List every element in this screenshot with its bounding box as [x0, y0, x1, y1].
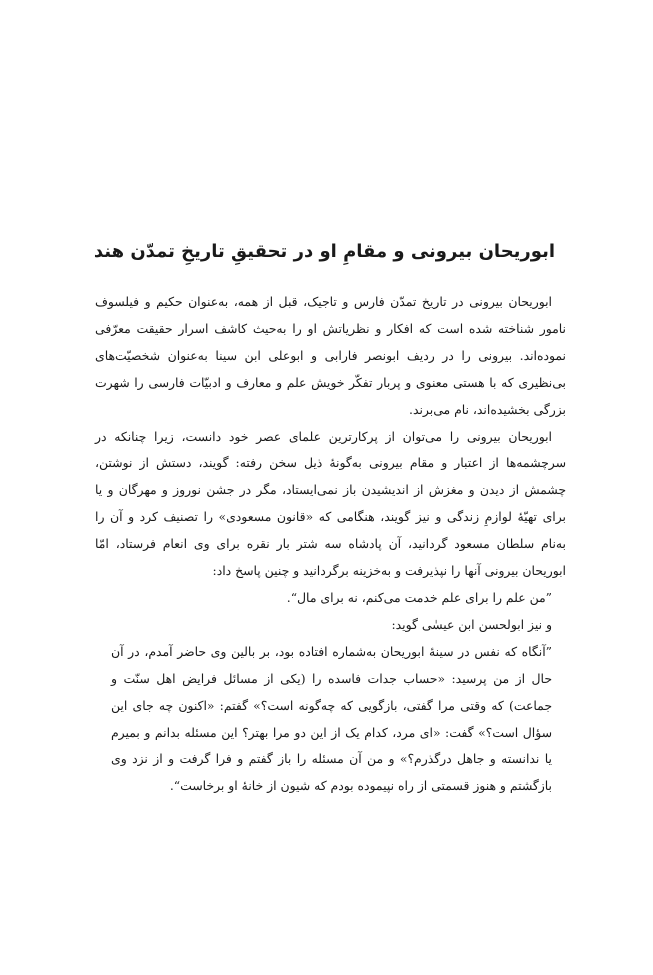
- chapter-body: [95, 289, 566, 800]
- paragraph-transition: و نیز ابولحسن ابن عیسٰی گوید:: [391, 616, 552, 632]
- quote-abolhasan: ”آنگاه که نفس در سینهٔ ابوریحان به‌شماره افتاده بود، بر بالین وی حاضر آمدم، در آن حال از من پرسید: «حساب جدات فاسده را (یکی از مسائل فرایض اهل سنّت و جماعت) که وقتی مرا گفتی، بازگویی که چه‌گونه است؟» گفتم: «اکنون چه جای این سؤال است؟» گفت: «ای مرد، کدام یک از این دو مرا بهتر؟ این مسئله بدانم و بمیرم یا ندانسته و جاهل درگذرم؟» و من آن مسئله را باز گفتم و فرا گرفت و از نزد وی بازگشتم و هنوز قسمتی از راه نپیموده بودم که شیون از خانهٔ او برخاست“.: [111, 643, 552, 794]
- quote-biruni: ”من علم را برای علم خدمت می‌کنم، نه برای مال“.: [286, 589, 552, 605]
- paragraph-productivity: ابوریحان بیرونی را می‌توان از پرکارترین علمای عصر خود دانست، زیرا چنانکه در سرچشمه‌ها از اعتبار و مقام بیرونی به‌گونهٔ ذیل سخن رفته: گویند، دستش از نوشتن، چشمش از دیدن و مغزش از اندیشیدن باز نمی‌ایستاد، مگر در جشن نوروز و مهرگان و یا برای تهیّهٔ لوازمِ زندگی و نیز گویند، هنگامی که «قانون مسعودی» را تصنیف کرد و آن را به‌نام سلطان مسعود گردانید، آن پادشاه سه شتر بار نقره برای وی انعام فرستاد، امّا ابوریحان بیرونی آنها را نپذیرفت و به‌خزینه برگردانید و چنین پاسخ داد:: [95, 428, 566, 579]
- paragraph-intro: ابوریحان بیرونی در تاریخ تمدّن فارس و تاجیک، قبل از همه، به‌عنوان حکیم و فیلسوف نامور شناخته شده است که افکار و نظریاتش او را به‌حیث کاشف اسرار حقیقت معرّفی نموده‌اند. بیرونی را در ردیف ابونصر فارابی و ابوعلی ابن سینا به‌عنوان شخصیّت‌های بی‌نظیری که با هستی معنوی و پربار تفکّر خویش علم و معارف و ادبیّات فارسی را شهرت بزرگی بخشیده‌اند، نام می‌برند.: [95, 294, 566, 417]
- chapter-title: ابوریحان بیرونی و مقامِ او در تحقیقِ تاریخِ تمدّن هند: [93, 241, 555, 262]
